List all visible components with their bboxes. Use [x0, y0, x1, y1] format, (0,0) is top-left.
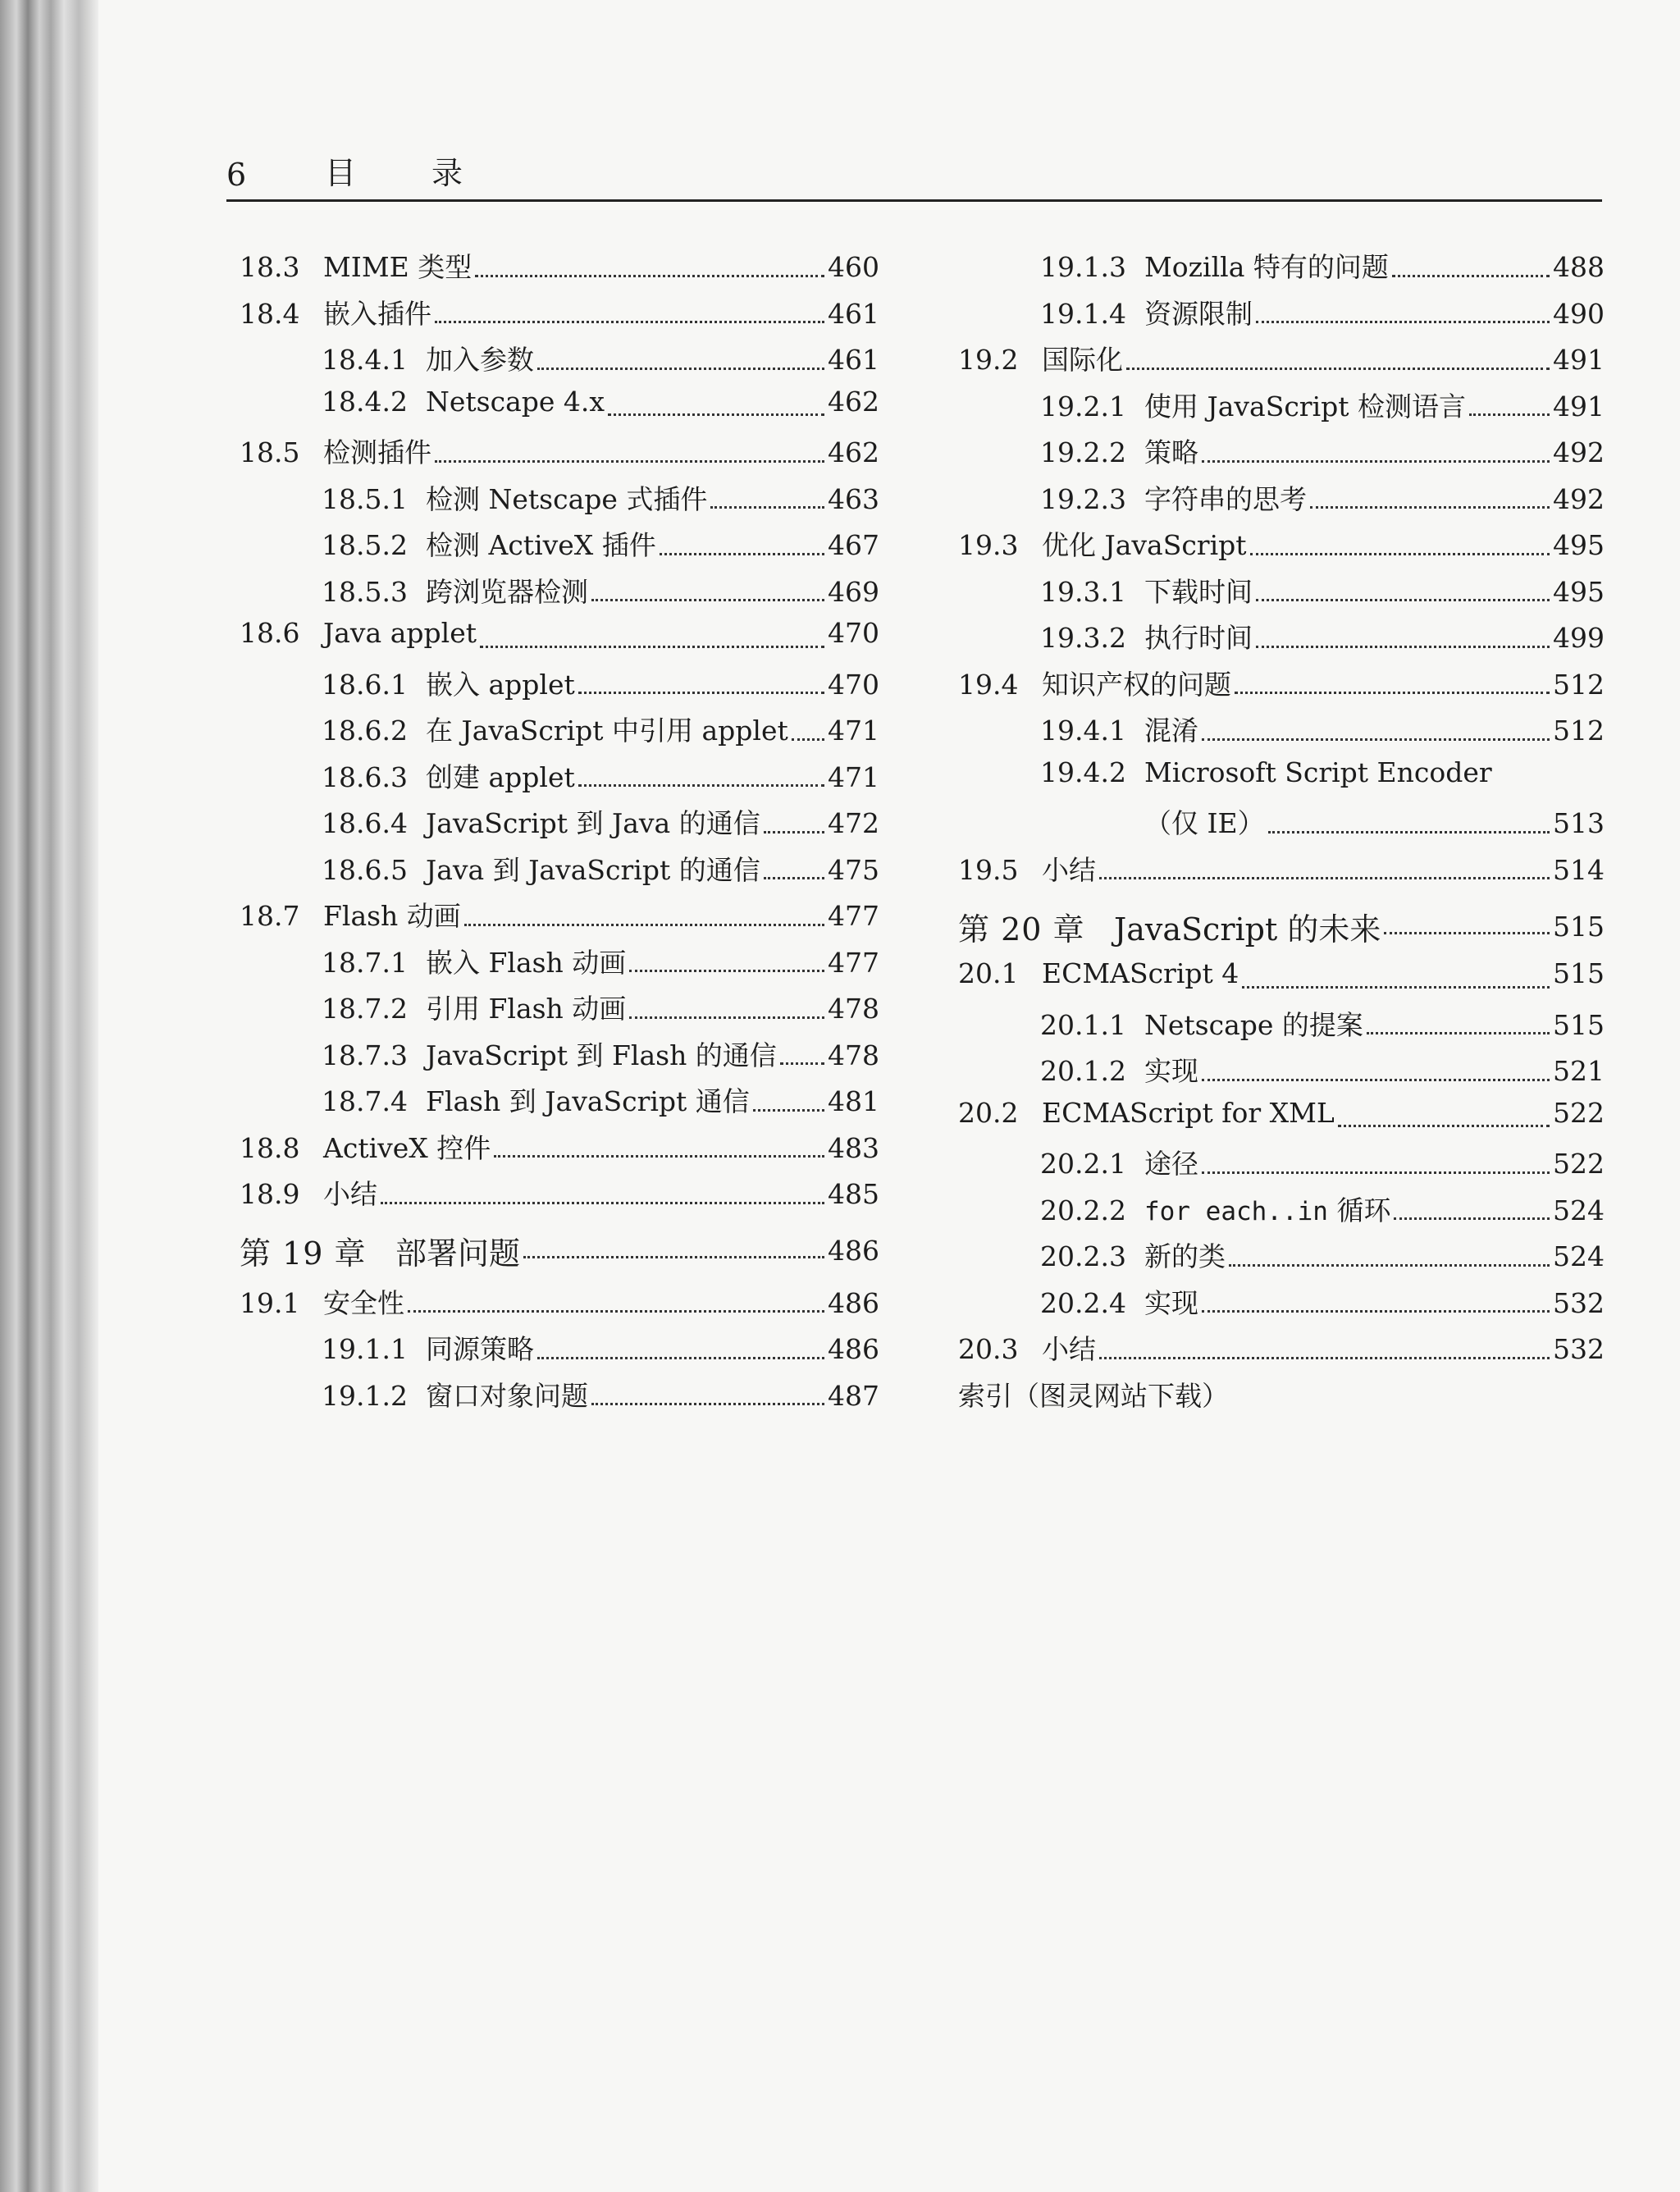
toc-entry-page: 477: [828, 946, 879, 979]
toc-entry-page: 463: [828, 482, 879, 515]
leader-dots: [1256, 599, 1550, 601]
toc-entry[interactable]: [958, 293, 1605, 340]
toc-entry-page: 515: [1553, 1008, 1605, 1041]
toc-entry-title: 小结: [323, 1178, 377, 1210]
toc-entry-number: 18.6.1: [322, 668, 408, 701]
page-number: 6: [226, 157, 247, 193]
toc-entry[interactable]: [958, 1050, 1605, 1097]
toc-entry[interactable]: [958, 524, 1605, 571]
toc-entry-title: 使用 JavaScript 检测语言: [1144, 390, 1467, 422]
toc-entry-number: 20.2.4: [1040, 1286, 1126, 1319]
toc-entry-number: 18.4.2: [322, 385, 408, 418]
toc-entry[interactable]: [240, 1375, 879, 1422]
toc-entry[interactable]: [958, 339, 1605, 386]
toc-entry-number: 19.3.1: [1040, 575, 1126, 608]
toc-entry-title: Java 到 JavaScript 的通信: [426, 853, 760, 886]
toc-entry-number: 19.2.1: [1040, 390, 1126, 422]
toc-entry-page: 512: [1553, 715, 1605, 747]
leader-dots: [494, 1155, 824, 1158]
toc-entry-page: 515: [1553, 910, 1605, 943]
toc-entry-page: 478: [828, 1039, 879, 1071]
toc-entry-number: 19.1: [240, 1286, 300, 1319]
leader-dots: [1235, 692, 1550, 694]
leader-dots: [1202, 460, 1550, 463]
toc-entry[interactable]: [958, 802, 1605, 849]
leader-dots: [480, 646, 824, 648]
leader-dots: [1099, 877, 1550, 879]
toc-entry-page: 486: [828, 1286, 879, 1319]
toc-entry[interactable]: [958, 246, 1605, 293]
toc-entry[interactable]: [958, 1004, 1605, 1051]
toc-entry-page: 499: [1553, 622, 1605, 654]
toc-entry-number: 18.6.4: [322, 807, 408, 839]
toc-entry-number: 18.5.3: [322, 575, 408, 608]
leader-dots: [1242, 986, 1550, 989]
toc-entry-title: 混淆: [1144, 715, 1198, 747]
toc-entry-number: 18.6: [240, 617, 300, 649]
toc-entry-title: JavaScript 到 Java 的通信: [426, 807, 760, 839]
toc-entry-title: （仅 IE）: [1144, 807, 1265, 839]
toc-entry-title: Java applet: [323, 617, 477, 649]
toc-entry[interactable]: [958, 1375, 1605, 1422]
leader-dots: [435, 460, 824, 463]
leader-dots: [578, 692, 824, 694]
toc-entry-page: 483: [828, 1131, 879, 1164]
toc-entry-page: 486: [828, 1333, 879, 1365]
leader-dots: [537, 368, 824, 370]
toc-entry-page: 513: [1553, 807, 1605, 839]
leader-dots: [1202, 1171, 1550, 1174]
toc-entry-title: Netscape 4.x: [426, 385, 605, 418]
toc-entry-number: 19.2: [958, 344, 1019, 376]
leader-dots: [1256, 646, 1550, 648]
toc-entry[interactable]: [240, 1328, 879, 1375]
toc-entry-number: 18.6.5: [322, 853, 408, 886]
toc-entry-page: 471: [828, 715, 879, 747]
toc-entry-page: 467: [828, 529, 879, 561]
toc-entry-title: Mozilla 特有的问题: [1144, 251, 1389, 283]
toc-entry-number: 18.4: [240, 297, 300, 330]
leader-dots: [1384, 932, 1550, 934]
toc-entry[interactable]: [240, 802, 879, 849]
toc-entry-number: 18.7: [240, 900, 300, 932]
toc-entry[interactable]: [958, 1143, 1605, 1190]
toc-entry-title: 检测插件: [323, 436, 431, 468]
page-header: [226, 148, 1602, 202]
toc-entry-title: 嵌入 Flash 动画: [426, 946, 627, 979]
toc-entry-page: 475: [828, 853, 879, 886]
toc-entry-page: 462: [828, 385, 879, 418]
toc-entry-page: 461: [828, 297, 879, 330]
leader-dots: [1310, 506, 1550, 509]
toc-entry-title: 窗口对象问题: [426, 1379, 588, 1412]
toc-entry[interactable]: [958, 1282, 1605, 1329]
leader-dots: [1126, 368, 1550, 370]
toc-entry-title: 索引（图灵网站下载）: [958, 1379, 1229, 1412]
toc-entry-page: 491: [1553, 390, 1605, 422]
toc-entry[interactable]: [958, 1235, 1605, 1282]
toc-entry[interactable]: [240, 524, 879, 571]
leader-dots: [608, 413, 824, 416]
toc-entry[interactable]: [240, 478, 879, 525]
toc-entry-title: Netscape 的提案: [1144, 1008, 1363, 1041]
leader-dots: [660, 553, 824, 555]
toc-entry[interactable]: [240, 246, 879, 293]
toc-entry[interactable]: [958, 756, 1605, 803]
toc-entry-title: [1144, 1190, 1390, 1228]
toc-entry-number: 19.3: [958, 529, 1019, 561]
toc-entry-number: 20.3: [958, 1333, 1019, 1365]
toc-entry-page: 477: [828, 900, 879, 932]
toc-entry-title: 同源策略: [426, 1333, 534, 1365]
toc-entry-page: 460: [828, 251, 879, 283]
toc-entry-page: 485: [828, 1178, 879, 1210]
toc-entry-title: 优化 JavaScript: [1042, 529, 1247, 561]
toc-entry[interactable]: [958, 895, 1605, 957]
toc-entry[interactable]: [240, 756, 879, 803]
toc-entry-page: 471: [828, 760, 879, 793]
toc-entry-title: 加入参数: [426, 344, 534, 376]
toc-entry[interactable]: [958, 617, 1605, 664]
toc-entry-page: 522: [1553, 1096, 1605, 1129]
toc-entry-page: 462: [828, 436, 879, 468]
leader-dots: [629, 1016, 824, 1019]
toc-entry[interactable]: [240, 710, 879, 756]
toc-entry-number: 20.1.2: [1040, 1055, 1126, 1087]
toc-entry[interactable]: [958, 1190, 1605, 1236]
toc-entry-number: 18.5.2: [322, 529, 408, 561]
toc-entry-page: 512: [1553, 668, 1605, 701]
leader-dots: [475, 275, 824, 277]
leader-dots: [792, 738, 824, 741]
toc-entry-title: 途径: [1144, 1148, 1198, 1180]
toc-entry-title: ActiveX 控件: [323, 1131, 491, 1164]
toc-entry-title: 字符串的思考: [1144, 482, 1307, 515]
toc-entry[interactable]: [240, 849, 879, 896]
leader-dots: [1394, 1217, 1550, 1220]
toc-entry[interactable]: [240, 617, 879, 664]
toc-entry-page: 486: [828, 1235, 879, 1267]
toc-entry-code: for each..in: [1144, 1196, 1328, 1226]
toc-entry[interactable]: [240, 571, 879, 618]
toc-entry[interactable]: [240, 1127, 879, 1174]
leader-dots: [629, 970, 824, 972]
toc-entry-title: JavaScript 到 Flash 的通信: [426, 1039, 777, 1071]
toc-entry[interactable]: [240, 1173, 879, 1220]
toc-entry[interactable]: [240, 386, 879, 432]
toc-entry-number: 20.2: [958, 1096, 1019, 1129]
toc-entry-page: 524: [1553, 1240, 1605, 1272]
toc-entry-page: 492: [1553, 482, 1605, 515]
toc-entry-title: 检测 ActiveX 插件: [426, 529, 656, 561]
leader-dots: [537, 1357, 824, 1359]
toc-entry-page: 515: [1553, 957, 1605, 989]
leader-dots: [753, 1109, 824, 1112]
toc-entry[interactable]: [240, 1034, 879, 1081]
toc-entry-number: 18.9: [240, 1178, 300, 1210]
toc-entry-page: 472: [828, 807, 879, 839]
leader-dots: [1392, 275, 1550, 277]
leader-dots: [435, 321, 824, 323]
toc-entry[interactable]: [240, 339, 879, 386]
leader-dots: [1229, 1264, 1550, 1267]
leader-dots: [408, 1310, 824, 1313]
leader-dots: [1256, 321, 1550, 323]
toc-entry-page: 481: [828, 1085, 879, 1117]
toc-entry-number: 19.3.2: [1040, 622, 1126, 654]
toc-entry-title: Flash 到 JavaScript 通信: [426, 1085, 750, 1117]
toc-entry-number: 20.1: [958, 957, 1019, 989]
leader-dots: [1202, 1079, 1550, 1081]
toc-entry-number: 18.8: [240, 1131, 300, 1164]
leader-dots: [591, 1403, 824, 1405]
toc-entry-title: 执行时间: [1144, 622, 1253, 654]
toc-entry-number: 18.7.2: [322, 993, 408, 1025]
toc-entry-page: 495: [1553, 575, 1605, 608]
toc-entry-page: 514: [1553, 853, 1605, 886]
toc-entry-number: 19.4.1: [1040, 715, 1126, 747]
leader-dots: [1202, 738, 1550, 741]
toc-entry-number: 19.5: [958, 853, 1019, 886]
toc-entry-number: 18.5.1: [322, 482, 408, 515]
toc-entry-title: 新的类: [1144, 1240, 1226, 1272]
toc-entry[interactable]: [240, 293, 879, 340]
toc-entry-title: 知识产权的问题: [1042, 668, 1231, 701]
toc-column-right: [958, 246, 1605, 1421]
toc-entry-page: 470: [828, 617, 879, 649]
toc-entry-number: 18.6.3: [322, 760, 408, 793]
toc-entry-page: 490: [1553, 297, 1605, 330]
leader-dots: [710, 506, 824, 509]
toc-entry-title: 部署问题: [395, 1235, 521, 1272]
leader-dots: [523, 1256, 824, 1258]
leader-dots: [764, 831, 824, 833]
toc-entry-number: 20.2.2: [1040, 1194, 1126, 1226]
toc-entry-title: ECMAScript for XML: [1042, 1096, 1335, 1129]
toc-entry[interactable]: [240, 1282, 879, 1329]
toc-entry-number: 18.5: [240, 436, 300, 468]
toc-entry-title: Flash 动画: [323, 900, 461, 932]
toc-entry-title: JavaScript 的未来: [1114, 911, 1381, 948]
toc-entry[interactable]: [958, 1097, 1605, 1144]
toc-entry-title: MIME 类型: [323, 251, 472, 283]
toc-entry[interactable]: [958, 432, 1605, 478]
toc-entry[interactable]: [240, 988, 879, 1034]
toc-entry-page: 491: [1553, 344, 1605, 376]
toc-entry-title: 安全性: [323, 1286, 404, 1319]
toc-entry[interactable]: [240, 942, 879, 989]
toc-entry[interactable]: [240, 1220, 879, 1282]
toc-entry[interactable]: [240, 664, 879, 710]
toc-entry-title: 下载时间: [1144, 575, 1253, 608]
leader-dots: [1099, 1357, 1550, 1359]
toc-entry-number: 19.1.3: [1040, 251, 1126, 283]
toc-entry-title: 实现: [1144, 1286, 1198, 1319]
toc-entry-page: 522: [1553, 1148, 1605, 1180]
leader-dots: [1202, 1310, 1550, 1313]
toc-entry-number: 18.7.3: [322, 1039, 408, 1071]
toc-entry[interactable]: [958, 1328, 1605, 1375]
toc-entry-number: 第 20 章: [958, 911, 1085, 948]
toc-entry-title: 实现: [1144, 1055, 1198, 1087]
leader-dots: [464, 924, 824, 926]
toc-entry-page: 532: [1553, 1333, 1605, 1365]
toc-entry-number: 20.2.3: [1040, 1240, 1126, 1272]
toc-entry-page: 487: [828, 1379, 879, 1412]
toc-entry[interactable]: [958, 478, 1605, 525]
leader-dots: [1268, 831, 1550, 833]
toc-column-left: [240, 246, 879, 1421]
leader-dots: [381, 1202, 824, 1204]
toc-entry-number: 19.4.2: [1040, 756, 1126, 788]
toc-entry-title: 在 JavaScript 中引用 applet: [426, 715, 788, 747]
toc-entry-title: 嵌入插件: [323, 297, 431, 330]
toc-entry-title-rest: 循环: [1327, 1194, 1391, 1226]
toc-entry[interactable]: [240, 432, 879, 478]
toc-entry-title: 创建 applet: [426, 760, 575, 793]
toc-entry-title: 嵌入 applet: [426, 668, 575, 701]
toc-entry-number: 20.2.1: [1040, 1148, 1126, 1180]
leader-dots: [764, 877, 824, 879]
toc-entry-page: 492: [1553, 436, 1605, 468]
leader-dots: [780, 1062, 824, 1065]
toc-entry-number: 18.7.1: [322, 946, 408, 979]
toc-entry-number: 18.4.1: [322, 344, 408, 376]
leader-dots: [1469, 413, 1550, 416]
toc-entry[interactable]: [958, 710, 1605, 756]
toc-entry[interactable]: [958, 957, 1605, 1004]
toc-entry-number: 18.6.2: [322, 715, 408, 747]
toc-entry[interactable]: [958, 849, 1605, 896]
leader-dots: [1367, 1032, 1550, 1034]
toc-entry-title: 小结: [1042, 1333, 1096, 1365]
toc-entry-number: 20.1.1: [1040, 1008, 1126, 1041]
toc-entry-page: 532: [1553, 1286, 1605, 1319]
toc-entry-page: 478: [828, 993, 879, 1025]
toc-entry-page: 521: [1553, 1055, 1605, 1087]
toc-entry-title: ECMAScript 4: [1042, 957, 1239, 989]
toc-entry-number: 19.4: [958, 668, 1019, 701]
book-spine-shadow: [0, 0, 98, 2192]
toc-entry-page: 524: [1553, 1194, 1605, 1226]
toc-entry-page: 470: [828, 668, 879, 701]
toc-entry[interactable]: [240, 1080, 879, 1127]
toc-entry-title: 国际化: [1042, 344, 1123, 376]
toc-entry-page: 495: [1553, 529, 1605, 561]
toc-entry-number: 18.3: [240, 251, 300, 283]
leader-dots: [1250, 553, 1550, 555]
header-title-char-2: 录: [431, 155, 463, 191]
toc-entry-number: 第 19 章: [240, 1235, 367, 1272]
header-title-char-1: 目: [325, 155, 357, 191]
toc-entry-page: 469: [828, 575, 879, 608]
toc-entry-number: 19.2.3: [1040, 482, 1126, 515]
toc-entry[interactable]: [240, 895, 879, 942]
toc-entry-title: 引用 Flash 动画: [426, 993, 627, 1025]
toc-entry-number: 19.2.2: [1040, 436, 1126, 468]
toc-entry-title: 检测 Netscape 式插件: [426, 482, 708, 515]
toc-entry-title: 策略: [1144, 436, 1198, 468]
toc-entry-number: 19.1.2: [322, 1379, 408, 1412]
toc-entry-page: 488: [1553, 251, 1605, 283]
toc-entry-title: 资源限制: [1144, 297, 1253, 330]
toc-entry-title: Microsoft Script Encoder: [1144, 756, 1492, 788]
toc-entry-number: 18.7.4: [322, 1085, 408, 1117]
toc-entry[interactable]: [958, 664, 1605, 710]
toc-entry-number: 19.1.1: [322, 1333, 408, 1365]
toc-entry-title: 小结: [1042, 853, 1096, 886]
toc-entry-number: 19.1.4: [1040, 297, 1126, 330]
leader-dots: [578, 784, 824, 787]
toc-entry[interactable]: [958, 386, 1605, 432]
toc-entry-page: 461: [828, 344, 879, 376]
toc-entry-title: 跨浏览器检测: [426, 575, 588, 608]
leader-dots: [591, 599, 824, 601]
leader-dots: [1338, 1125, 1550, 1127]
toc-entry[interactable]: [958, 571, 1605, 618]
